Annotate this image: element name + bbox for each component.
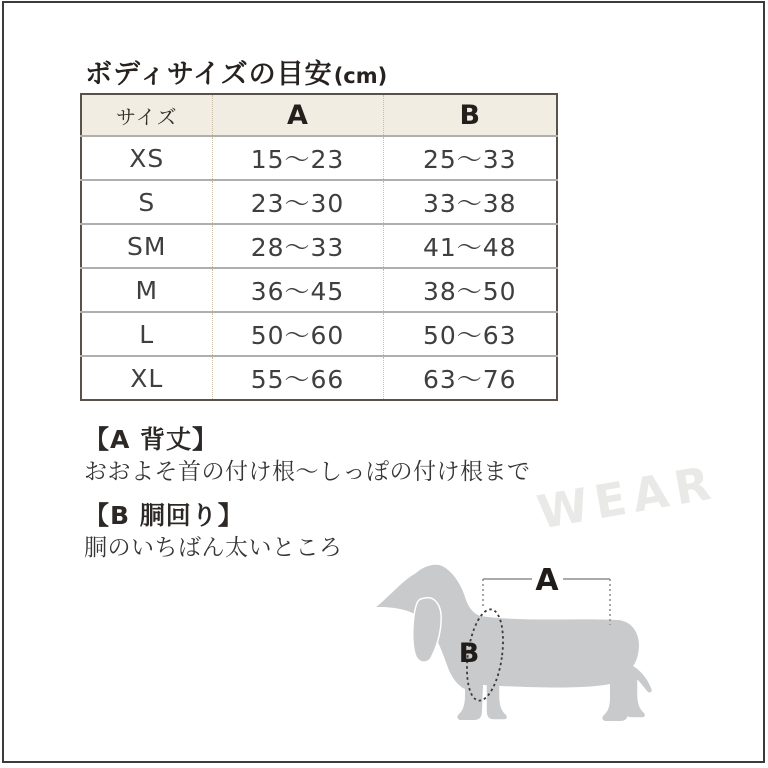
note-girth	[84, 500, 343, 563]
dog-measurement-diagram	[370, 548, 768, 768]
header-b: B	[383, 94, 557, 136]
cell-b: 41〜48	[383, 224, 557, 268]
table-header-row	[81, 94, 557, 136]
table-row	[81, 312, 557, 356]
wear-watermark: WEAR	[533, 454, 722, 540]
note-a-heading: 【A 背丈】	[84, 425, 219, 454]
cell-size: L	[81, 312, 212, 356]
header-a: A	[212, 94, 383, 136]
size-table	[80, 93, 558, 401]
table-row	[81, 224, 557, 268]
table-row	[81, 136, 557, 180]
cell-size: SM	[81, 224, 212, 268]
note-b-heading: 【B 胴回り】	[84, 501, 244, 530]
note-b-body: 胴のいちばん太いところ	[84, 535, 343, 562]
page-title-unit: (cm)	[333, 64, 388, 88]
page-title-text: ボディサイズの目安	[85, 59, 333, 90]
cell-a: 28〜33	[212, 224, 383, 268]
note-a-body: おおよそ首の付け根〜しっぽの付け根まで	[84, 459, 531, 486]
cell-size: XL	[81, 356, 212, 400]
header-size: サイズ	[81, 94, 212, 136]
dog-ear-shape	[413, 598, 441, 662]
measure-b-label: B	[458, 638, 480, 669]
cell-b: 50〜63	[383, 312, 557, 356]
cell-size: M	[81, 268, 212, 312]
cell-a: 23〜30	[212, 180, 383, 224]
page-title	[85, 52, 387, 91]
cell-a: 15〜23	[212, 136, 383, 180]
measure-a-annotation	[483, 563, 610, 625]
cell-b: 33〜38	[383, 180, 557, 224]
cell-b: 38〜50	[383, 268, 557, 312]
note-back-length	[84, 424, 531, 487]
cell-size: XS	[81, 136, 212, 180]
measure-a-label: A	[535, 563, 559, 598]
cell-a: 55〜66	[212, 356, 383, 400]
table-row	[81, 180, 557, 224]
cell-a: 36〜45	[212, 268, 383, 312]
cell-a: 50〜60	[212, 312, 383, 356]
cell-b: 25〜33	[383, 136, 557, 180]
cell-b: 63〜76	[383, 356, 557, 400]
table-row	[81, 268, 557, 312]
table-row	[81, 356, 557, 400]
cell-size: S	[81, 180, 212, 224]
